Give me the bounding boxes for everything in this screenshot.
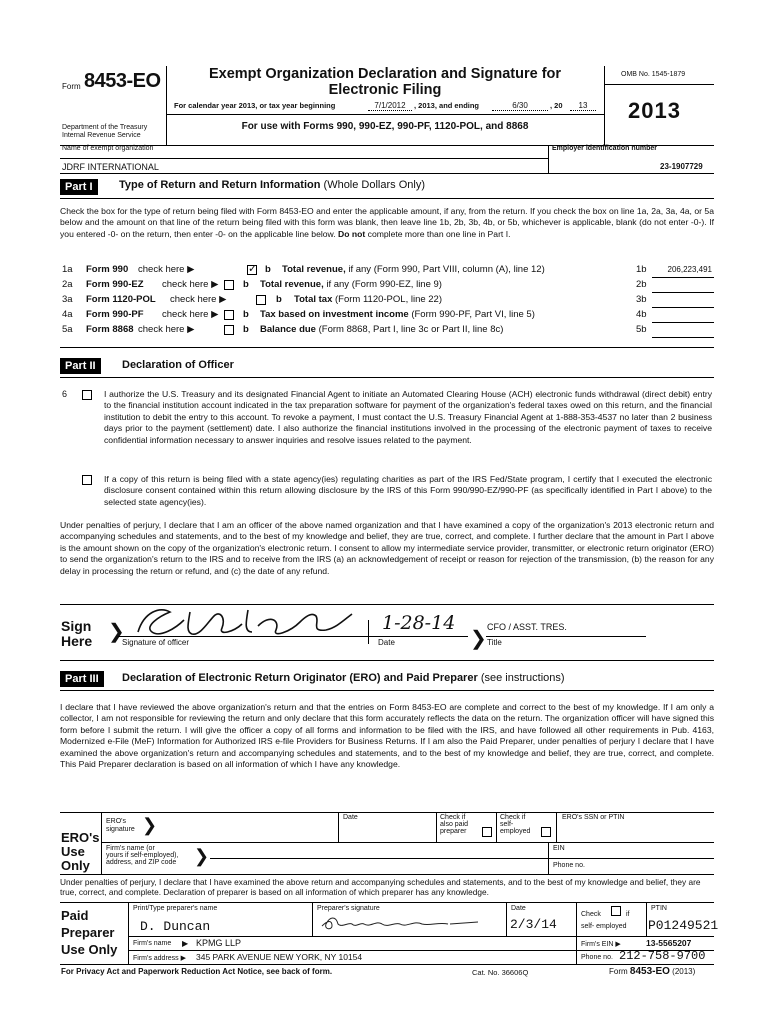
irs-label: Internal Revenue Service bbox=[62, 132, 141, 139]
preparer-perjury-statement: Under penalties of perjury, I declare that I have examined the above return and accompanying schedules and statements, and to the best of my knowledge and belief, they are true, correct, and complete. Declaration of preparer is based on all information of which preparer has any knowledge. bbox=[60, 877, 701, 897]
tax-year: 2013 bbox=[628, 98, 681, 123]
line-description: Total revenue, if any (Form 990-EZ, line 9) bbox=[260, 279, 442, 290]
ero-check-self-label-3: employed bbox=[500, 828, 531, 835]
firm-name-label: Firm's name bbox=[133, 940, 172, 947]
line-number: 5a bbox=[62, 324, 73, 335]
form-type-label: Form 990-PF bbox=[86, 309, 144, 320]
ero-ssn-ptin-label: ERO's SSN or PTIN bbox=[562, 814, 625, 821]
privacy-notice: For Privacy Act and Paperwork Reduction Act Notice, see back of form. bbox=[61, 967, 333, 976]
part1-title: Type of Return and Return Information (Whole Dollars Only) bbox=[119, 179, 425, 191]
line-number: 4a bbox=[62, 309, 73, 320]
check-here-label: check here ▶ bbox=[138, 264, 195, 275]
preparer-self-employed-checkbox[interactable] bbox=[611, 906, 621, 916]
line-number: 1a bbox=[62, 264, 73, 275]
part2-tag: Part II bbox=[60, 358, 101, 374]
preparer-if-label: if bbox=[626, 911, 630, 918]
tax-year-begin[interactable]: 7/1/2012 bbox=[368, 101, 412, 111]
ero-use-only-label-3: Only bbox=[61, 858, 90, 873]
and-ending-label: , 2013, and ending bbox=[414, 101, 480, 110]
form-type-checkbox[interactable] bbox=[224, 310, 234, 320]
title-arrow-icon: ❯ bbox=[470, 628, 487, 650]
form-type-checkbox[interactable] bbox=[224, 325, 234, 335]
preparer-ptin-label: PTIN bbox=[651, 905, 667, 912]
ero-signature-label-2: signature bbox=[106, 826, 135, 833]
form-type-label: Form 1120-POL bbox=[86, 294, 156, 305]
form-type-checkbox[interactable] bbox=[224, 280, 234, 290]
firm-phone-label: Phone no. bbox=[581, 954, 613, 961]
line-b-label: b bbox=[243, 324, 249, 335]
line-amount[interactable]: 206,223,491 bbox=[667, 265, 712, 274]
tax-year-end[interactable]: 6/30 bbox=[492, 101, 548, 111]
ero-check-self-label-1: Check if bbox=[500, 814, 526, 821]
firm-address[interactable]: 345 PARK AVENUE NEW YORK, NY 10154 bbox=[196, 952, 363, 962]
preparer-date[interactable]: 2/3/14 bbox=[510, 917, 557, 932]
line-ref: 5b bbox=[636, 324, 647, 335]
officer-title-label: Title bbox=[487, 638, 502, 647]
line-description: Balance due (Form 8868, Part I, line 3c or Part II, line 8c) bbox=[260, 324, 504, 335]
officer-signature-date[interactable]: 1-28-14 bbox=[382, 612, 456, 634]
org-ein[interactable]: 23-1907729 bbox=[660, 162, 703, 171]
paid-preparer-label-2: Preparer bbox=[61, 925, 115, 940]
form-number: 8453-EO bbox=[84, 70, 161, 92]
ero-signature-arrow-icon: ❯ bbox=[142, 815, 158, 835]
officer-perjury-statement: Under penalties of perjury, I declare that I am an officer of the above named organization and that I have examined a copy of the organization's 2013 electronic return and accompanying schedules and statements, and to the best of my knowledge and belief, they are true, correct, and complete. I further declare that the amount in Part I above is the amount shown on the copy of the organization's electronic return. I consent to allow my intermediate service provider, transmitter, or electronic return originator (ERO) to send the organization's return to the IRS and to receive from the IRS (a) an acknowledgement of receipt or reason for rejection of the transmission, (b) the reason for any delay in processing the return or refund, and (c) the date of any refund. bbox=[60, 520, 714, 576]
line-ref: 1b bbox=[636, 264, 647, 275]
preparer-name-label: Print/Type preparer's name bbox=[133, 905, 218, 912]
fed-state-checkbox[interactable] bbox=[82, 475, 92, 485]
omb-number: OMB No. 1545-1879 bbox=[621, 71, 686, 78]
department-label: Department of the Treasury bbox=[62, 124, 148, 131]
line-description: Total revenue, if any (Form 990, Part VIII, column (A), line 12) bbox=[282, 264, 545, 275]
org-name-label: Name of exempt organization bbox=[62, 145, 154, 152]
officer-signature-label: Signature of officer bbox=[122, 638, 190, 647]
ero-self-employed-checkbox[interactable] bbox=[541, 827, 551, 837]
ero-ein-label: EIN bbox=[553, 845, 565, 852]
officer-title[interactable]: CFO / ASST. TRES. bbox=[487, 622, 567, 632]
preparer-check-label: Check bbox=[581, 911, 601, 918]
ero-phone-label: Phone no. bbox=[553, 862, 585, 869]
ero-check-paid-label-3: preparer bbox=[440, 828, 467, 835]
ero-firm-arrow-icon: ❯ bbox=[194, 846, 210, 866]
calendar-year-label: For calendar year 2013, or tax year beginning bbox=[174, 101, 336, 110]
form-type-label: Form 990-EZ bbox=[86, 279, 144, 290]
preparer-self-employed-label: self- employed bbox=[581, 923, 627, 930]
ero-use-only-label-1: ERO's bbox=[61, 830, 100, 845]
comma-20-label: , 20 bbox=[550, 101, 563, 110]
paid-preparer-label-1: Paid bbox=[61, 908, 89, 923]
ero-check-paid-label-2: also paid bbox=[440, 821, 469, 828]
preparer-ptin[interactable]: P01249521 bbox=[648, 918, 719, 933]
firm-ein[interactable]: 13-5565207 bbox=[646, 938, 692, 948]
line-b-label: b bbox=[243, 309, 249, 320]
ero-also-paid-preparer-checkbox[interactable] bbox=[482, 827, 492, 837]
check-here-label: check here ▶ bbox=[162, 279, 219, 290]
line-ref: 3b bbox=[636, 294, 647, 305]
sign-label: Sign bbox=[61, 618, 92, 634]
firm-name[interactable]: KPMG LLP bbox=[196, 938, 242, 948]
ero-use-only-label-2: Use bbox=[61, 844, 85, 859]
line-ref: 4b bbox=[636, 309, 647, 320]
here-label: Here bbox=[61, 633, 93, 649]
line-b-label: b bbox=[243, 279, 249, 290]
line-b-label: b bbox=[265, 264, 271, 275]
paid-preparer-label-3: Use Only bbox=[61, 942, 118, 957]
line-b-label: b bbox=[276, 294, 282, 305]
ach-authorization-checkbox[interactable] bbox=[82, 390, 92, 400]
check-here-label: check here ▶ bbox=[170, 294, 227, 305]
form-title-line2: Electronic Filing bbox=[328, 82, 442, 98]
line-description: Total tax (Form 1120-POL, line 22) bbox=[294, 294, 443, 305]
preparer-signature-label: Preparer's signature bbox=[317, 905, 380, 912]
part3-tag: Part III bbox=[60, 671, 104, 687]
officer-date-label: Date bbox=[378, 638, 395, 647]
line-number: 2a bbox=[62, 279, 73, 290]
ero-firm-label-1: Firm's name (or bbox=[106, 845, 155, 852]
part3-title: Declaration of Electronic Return Originator (ERO) and Paid Preparer (see instructions) bbox=[122, 672, 565, 684]
ach-authorization-text: I authorize the U.S. Treasury and its designated Financial Agent to initiate an Automated Clearing House (ACH) electronic funds withdrawal (direct debit) entry to the financial institution account indicated in the tax preparation software for payment of the organization's federal taxes owed on this return, and the financial institution to debit the entry to this account. To revoke a payment, I must contact the U.S. Treasury Financial Agent at 1-888-353-4537 no later than 2 business days prior to the payment (settlement) date. I also authorize the financial institutions involved in the processing of the electronic payment of taxes to receive confidential information necessary to answer inquiries and resolve issues related to the payment. bbox=[104, 389, 712, 445]
ero-firm-label-2: yours if self-employed), bbox=[106, 852, 179, 859]
check-here-label: check here ▶ bbox=[162, 309, 219, 320]
line6-number: 6 bbox=[62, 389, 68, 399]
part1-tag: Part I bbox=[60, 179, 98, 195]
form-title-line1: Exempt Organization Declaration and Signature for bbox=[208, 66, 562, 82]
form-label: Form bbox=[62, 82, 81, 91]
form-type-checkbox[interactable] bbox=[256, 295, 266, 305]
ero-declaration: I declare that I have reviewed the above organization's return and that the entries on Form 8453-EO are complete and correct to the best of my knowledge. If I am only a collector, I am not responsible for reviewing the return and only declare that this form accurately reflects the data on the return. The organization officer will have signed this form before I submit the return. I will give the officer a copy of all forms and information to be filed with the IRS, and have followed all other requirements in Pub. 4163, Modernized e-File (MeF) Information for Authorized IRS e-file Providers for Business Returns. If I am also the Paid Preparer, under penalties of perjury I declare that I have examined the above organization's return and accompanying schedules and statements, and to the best of my knowledge and belief, they are true, correct, and complete. This Paid Preparer declaration is based on all information of which I have any knowledge. bbox=[60, 702, 714, 770]
ero-check-self-label-2: self- bbox=[500, 821, 514, 828]
part2-title: Declaration of Officer bbox=[122, 359, 234, 371]
ero-signature-label-1: ERO's bbox=[106, 818, 127, 825]
ein-label: Employer identification number bbox=[552, 145, 658, 152]
org-name[interactable]: JDRF INTERNATIONAL bbox=[62, 162, 159, 172]
part1-instructions: Check the box for the type of return being filed with Form 8453-EO and enter the applicable amount, if any, from the return. If you check the box on line 1a, 2a, 3a, 4a, or 5a below and the amount on that line of the return being filed with this form was blank, then leave line 1b, 2b, 3b, 4b, or 5b, whichever is applicable, blank (do not enter -0-). If you entered -0- on the return, then enter -0- on the applicable line below. Do not complete more than one line in Part I. bbox=[60, 206, 714, 239]
line-ref: 2b bbox=[636, 279, 647, 290]
tax-year-end-year[interactable]: 13 bbox=[570, 101, 596, 111]
sign-arrow-icon: ❯ bbox=[108, 621, 125, 643]
ero-check-paid-label-1: Check if bbox=[440, 814, 466, 821]
form-type-label: Form 990 bbox=[86, 264, 129, 275]
catalog-number: Cat. No. 36606Q bbox=[472, 968, 529, 977]
footer-form-id: Form 8453-EO (2013) bbox=[609, 966, 696, 977]
preparer-name[interactable]: D. Duncan bbox=[140, 919, 211, 934]
preparer-signature-image bbox=[318, 912, 488, 934]
checkmark-icon: ✓ bbox=[248, 263, 258, 275]
check-here-label: check here ▶ bbox=[138, 324, 195, 335]
firm-address-label: Firm's address ▶ bbox=[133, 955, 187, 962]
preparer-date-label: Date bbox=[511, 905, 526, 912]
firm-name-arrow-icon: ▶ bbox=[182, 939, 189, 948]
firm-ein-label: Firm's EIN ▶ bbox=[581, 941, 621, 948]
ero-firm-label-3: address, and ZIP code bbox=[106, 859, 177, 866]
firm-phone[interactable]: 212-758-9700 bbox=[619, 949, 706, 963]
ero-date-label: Date bbox=[343, 814, 358, 821]
line-number: 3a bbox=[62, 294, 73, 305]
fed-state-text: If a copy of this return is being filed with a state agency(ies) regulating charities as part of the IRS Fed/State program, I certify that I executed the electronic disclosure consent contained within this return allowing disclosure by the IRS of this Form 990/990-EZ/990-PF (as specifically identified in Part I above) to the selected state agency(ies). bbox=[104, 474, 712, 507]
line-description: Tax based on investment income (Form 990-PF, Part VI, line 5) bbox=[260, 309, 535, 320]
form-type-label: Form 8868 bbox=[86, 324, 134, 335]
use-with-forms: For use with Forms 990, 990-EZ, 990-PF, 1120-POL, and 8868 bbox=[241, 121, 529, 132]
